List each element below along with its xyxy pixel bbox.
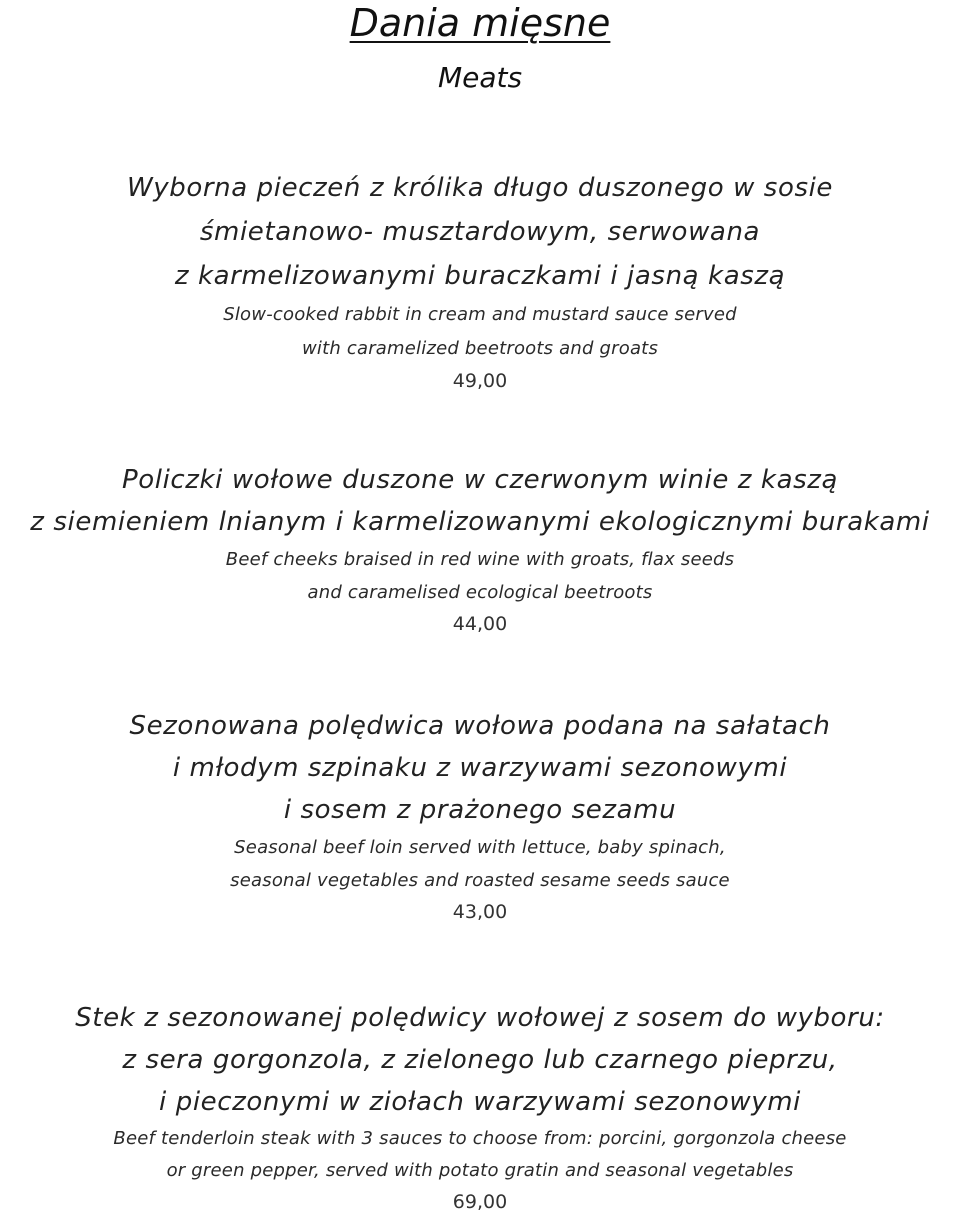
dish-name-en-line: Slow-cooked rabbit in cream and mustard sauce served (223, 304, 737, 325)
dish-name-en-line: and caramelised ecological beetroots (307, 582, 653, 603)
dish-name-pl-line: śmietanowo- musztardowym, serwowana (199, 217, 761, 247)
menu-item-beef-loin (0, 705, 960, 928)
dish-name-en-line: Beef cheeks braised in red wine with groats, flax seeds (225, 549, 735, 570)
dish-name-pl-line: z sera gorgonzola, z zielonego lub czarnego pieprzu, (122, 1045, 838, 1075)
dish-name-pl-line: z karmelizowanymi buraczkami i jasną kaszą (174, 261, 786, 291)
dish-name-pl-line: z siemieniem lnianym i karmelizowanymi ekologicznymi burakami (30, 507, 930, 537)
dish-name-pl-line: Sezonowana polędwica wołowa podana na sałatach (129, 711, 831, 741)
dish-name-pl-line: i pieczonymi w ziołach warzywami sezonowymi (159, 1087, 801, 1117)
dish-price: 44,00 (452, 613, 508, 635)
dish-name-pl-line: Wyborna pieczeń z królika długo duszonego w sosie (126, 173, 834, 203)
dish-name-en-line: Seasonal beef loin served with lettuce, baby spinach, (234, 837, 726, 858)
dish-name-pl-line: Stek z sezonowanej polędwicy wołowej z sosem do wyboru: (75, 1003, 885, 1033)
menu-item-beef-cheeks (0, 459, 960, 640)
dish-price: 69,00 (452, 1191, 508, 1213)
dish-name-pl-line: i młodym szpinaku z warzywami sezonowymi (172, 753, 788, 783)
dish-price: 43,00 (452, 901, 508, 923)
dish-name-pl-line: Policzki wołowe duszone w czerwonym winie z kaszą (121, 465, 839, 495)
dish-name-en-line: seasonal vegetables and roasted sesame seeds sauce (230, 870, 730, 891)
dish-name-en-line: or green pepper, served with potato gratin and seasonal vegetables (166, 1160, 794, 1181)
dish-name-en-line: Beef tenderloin steak with 3 sauces to choose from: porcini, gorgonzola cheese (113, 1128, 847, 1149)
menu-section-subtitle: Meats (437, 61, 523, 94)
dish-name-en-line: with caramelized beetroots and groats (301, 338, 659, 359)
menu-item-steak (0, 997, 960, 1217)
menu-item-rabbit (0, 166, 960, 397)
menu-section-title: Dania mięsne (349, 1, 611, 45)
dish-name-pl-line: i sosem z prażonego sezamu (283, 795, 677, 825)
dish-price: 49,00 (452, 370, 508, 392)
